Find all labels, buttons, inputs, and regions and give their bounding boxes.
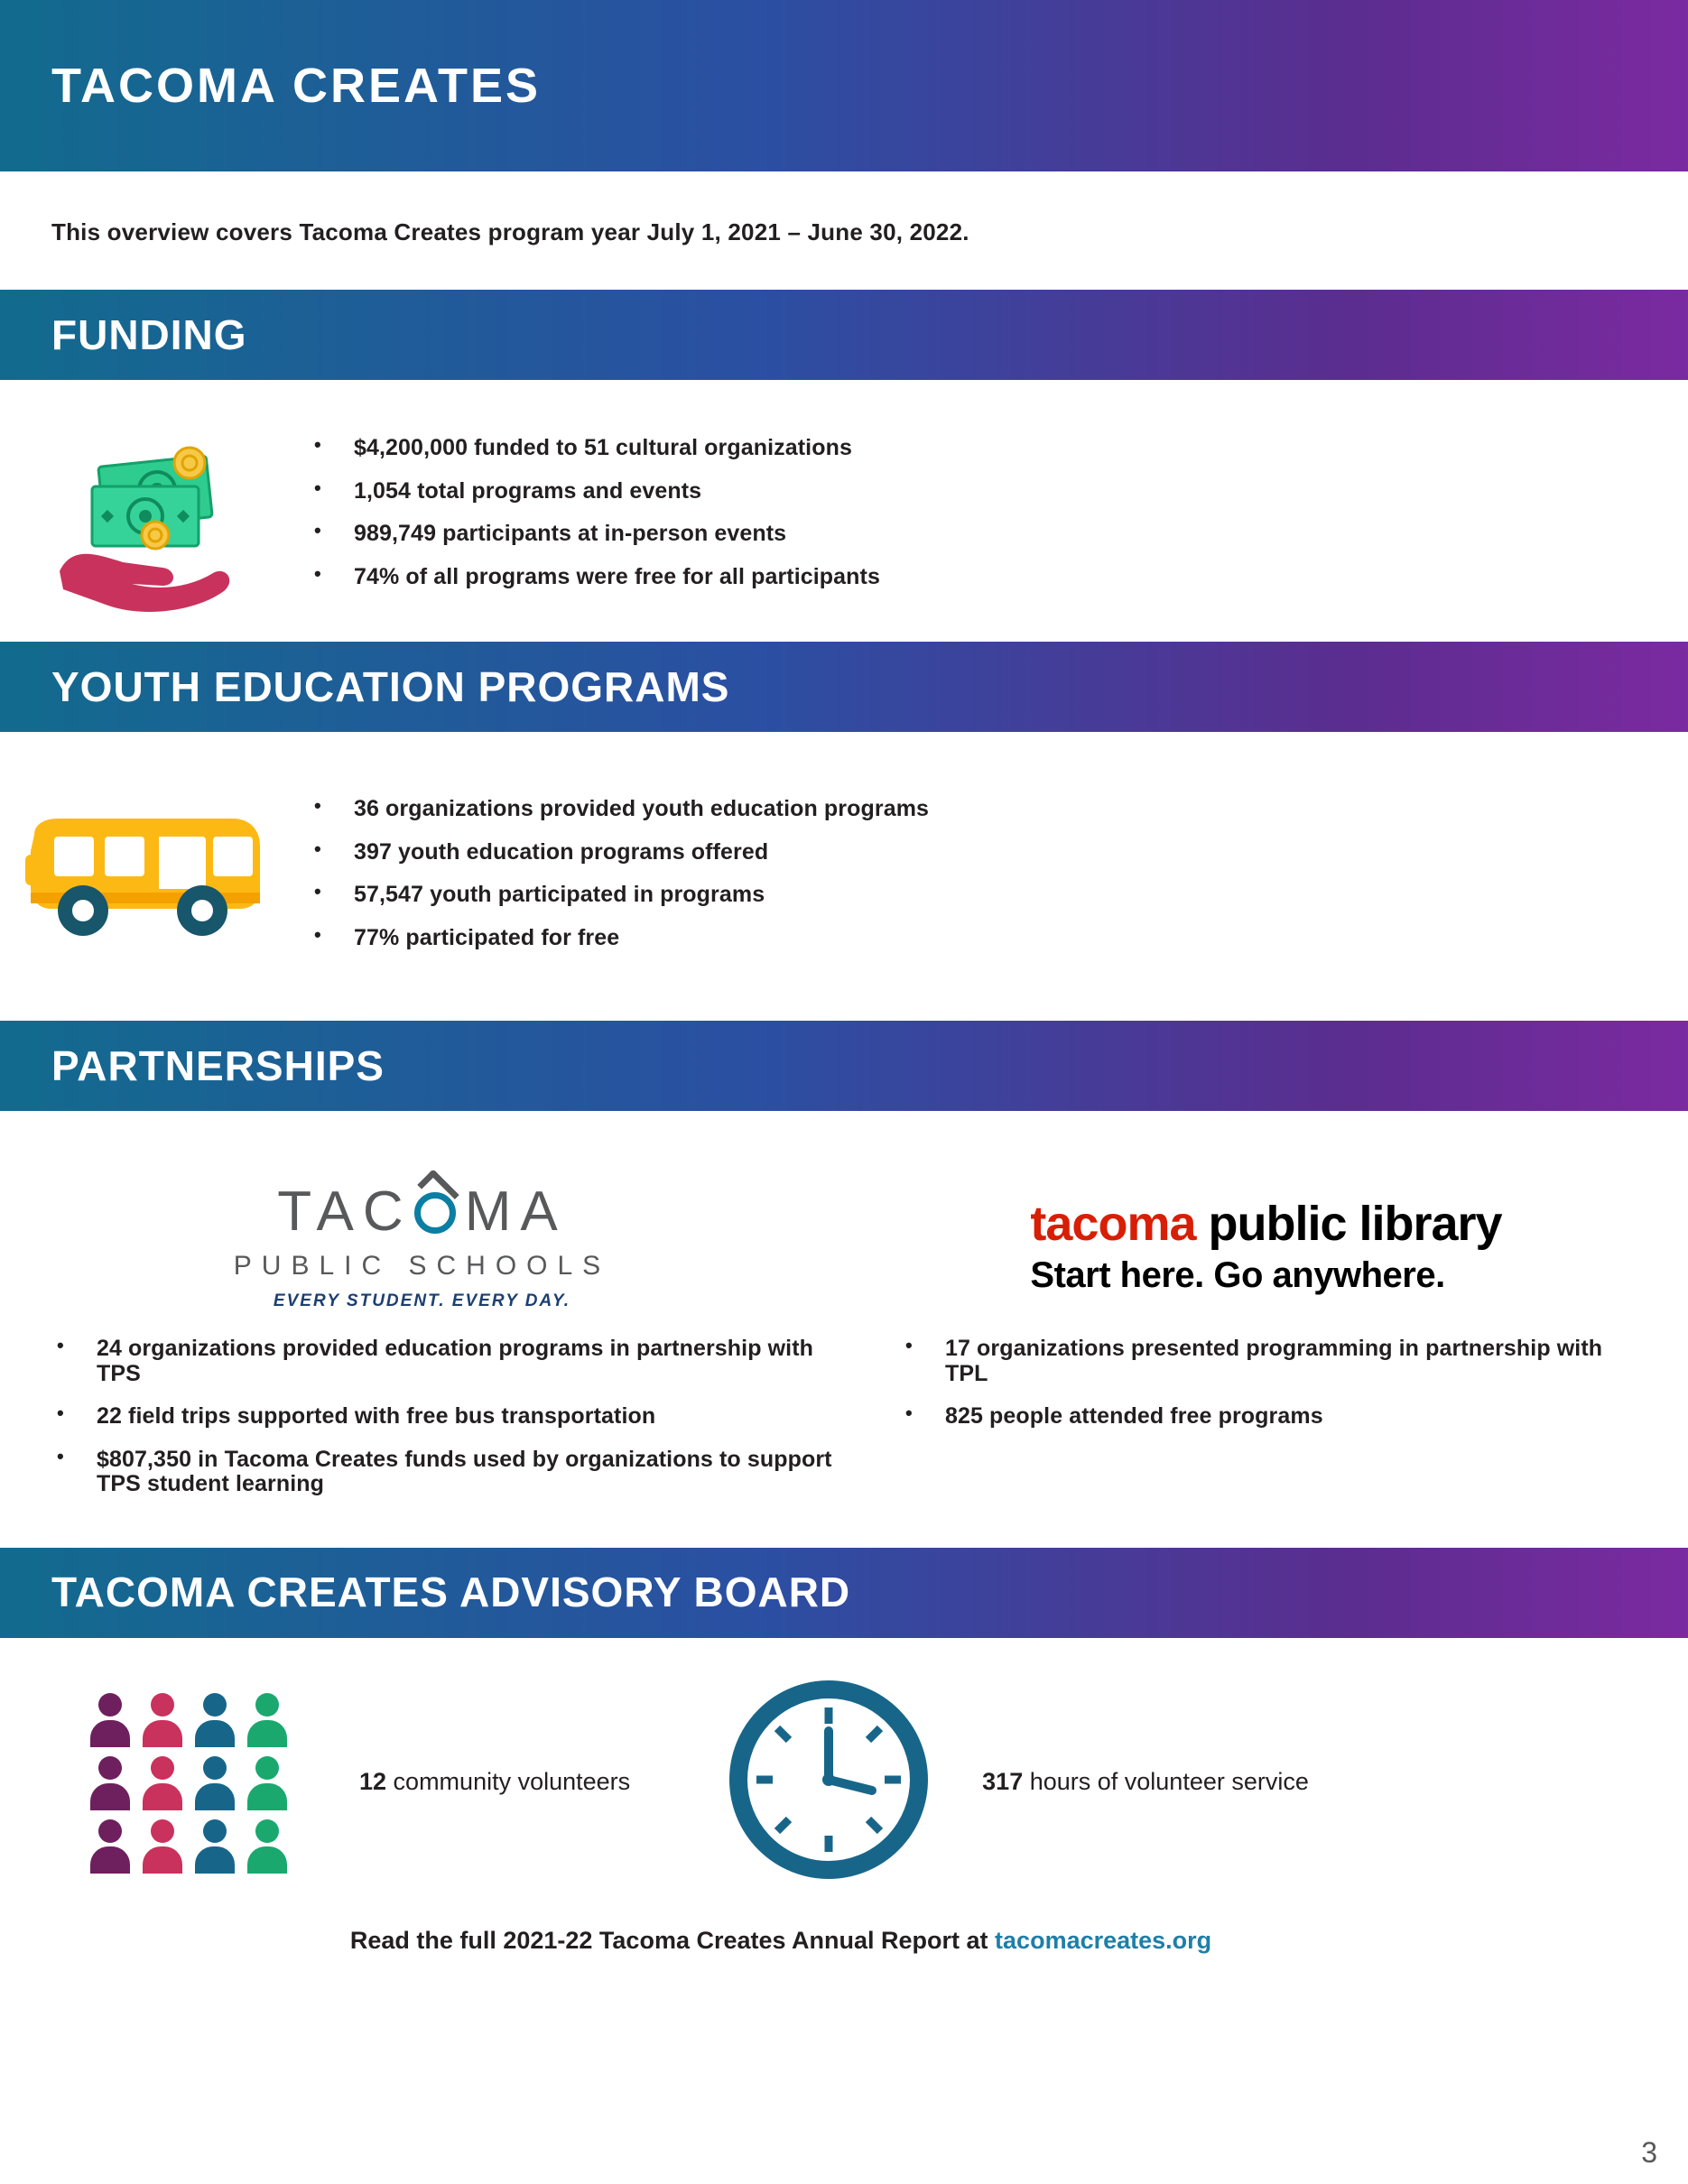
list-item: • $4,200,000 funded to 51 cultural organizations bbox=[298, 436, 880, 461]
list-item: • 1,054 total programs and events bbox=[298, 479, 880, 504]
list-item: • 989,749 participants at in-person events bbox=[298, 522, 880, 547]
school-bus-icon bbox=[0, 797, 298, 950]
tpl-logo-word1: tacoma bbox=[1030, 1196, 1196, 1251]
section-header-advisory bbox=[0, 1548, 1688, 1638]
list-item: • 74% of all programs were free for all participants bbox=[298, 565, 880, 590]
list-item: • 77% participated for free bbox=[298, 926, 929, 951]
tps-logo-tagline: EVERY STUDENT. EVERY DAY. bbox=[273, 1291, 571, 1310]
annual-report-link[interactable]: tacomacreates.org bbox=[995, 1926, 1212, 1954]
money-in-hand-icon bbox=[0, 436, 298, 616]
partner-column-tpl bbox=[844, 1156, 1688, 1337]
tps-logo-word-part2: MA bbox=[464, 1180, 567, 1243]
footer-note bbox=[0, 1891, 1688, 1955]
partnerships-logos-row bbox=[0, 1111, 1688, 1337]
hours-count: 317 bbox=[982, 1768, 1024, 1795]
tps-logo-subtitle: PUBLIC SCHOOLS bbox=[233, 1250, 611, 1281]
tacoma-public-library-logo bbox=[844, 1156, 1688, 1337]
hours-label: hours of volunteer service bbox=[1023, 1768, 1309, 1795]
page-number: 3 bbox=[1641, 2136, 1657, 2169]
tps-logo-o-house-icon bbox=[413, 1184, 465, 1240]
page-header-banner bbox=[0, 0, 1688, 171]
funding-heading: FUNDING bbox=[51, 310, 247, 358]
advisory-heading: TACOMA CREATES ADVISORY BOARD bbox=[51, 1569, 851, 1616]
list-item: • 22 field trips supported with free bus transportation bbox=[41, 1404, 835, 1430]
list-item: • 825 people attended free programs bbox=[889, 1404, 1629, 1430]
funding-block bbox=[0, 380, 1688, 642]
footer-text: Read the full 2021-22 Tacoma Creates Annual Report at bbox=[349, 1926, 996, 1954]
list-item: • 57,547 youth participated in programs bbox=[298, 883, 929, 908]
youth-heading: YOUTH EDUCATION PROGRAMS bbox=[51, 662, 730, 710]
volunteers-stat bbox=[359, 1768, 630, 1796]
list-item: • $807,350 in Tacoma Creates funds used by organizations to support TPS student learning bbox=[41, 1448, 835, 1497]
tps-logo-word-part1: TAC bbox=[277, 1180, 413, 1243]
tpl-bullet-list bbox=[889, 1337, 1629, 1515]
youth-bullet-list bbox=[298, 797, 929, 968]
list-item: • 24 organizations provided education programs in partnership with TPS bbox=[41, 1337, 835, 1386]
tacoma-public-schools-logo bbox=[0, 1156, 844, 1337]
list-item: • 17 organizations presented programming in partnership with TPL bbox=[889, 1337, 1629, 1386]
advisory-stats-row bbox=[0, 1638, 1688, 1891]
intro-text: This overview covers Tacoma Creates program year July 1, 2021 – June 30, 2022. bbox=[51, 218, 969, 245]
partnerships-bullets-row bbox=[0, 1337, 1688, 1515]
list-item: • 397 youth education programs offered bbox=[298, 840, 929, 865]
hours-stat bbox=[982, 1768, 1309, 1796]
partnerships-heading: PARTNERSHIPS bbox=[51, 1041, 385, 1089]
youth-block bbox=[0, 732, 1688, 1021]
partner-column-tps bbox=[0, 1156, 844, 1337]
section-header-funding bbox=[0, 290, 1688, 380]
tps-bullet-list bbox=[41, 1337, 835, 1515]
clock-icon bbox=[729, 1680, 928, 1883]
people-group-icon bbox=[90, 1693, 287, 1872]
section-header-youth bbox=[0, 642, 1688, 732]
funding-bullet-list bbox=[298, 436, 880, 607]
volunteers-count: 12 bbox=[359, 1768, 387, 1795]
volunteers-label: community volunteers bbox=[386, 1768, 631, 1795]
page-title: TACOMA CREATES bbox=[51, 58, 541, 113]
tpl-logo-word2: public library bbox=[1195, 1196, 1502, 1251]
section-header-partnerships bbox=[0, 1021, 1688, 1111]
tpl-logo-tagline: Start here. Go anywhere. bbox=[1030, 1255, 1445, 1296]
list-item: • 36 organizations provided youth education programs bbox=[298, 797, 929, 822]
